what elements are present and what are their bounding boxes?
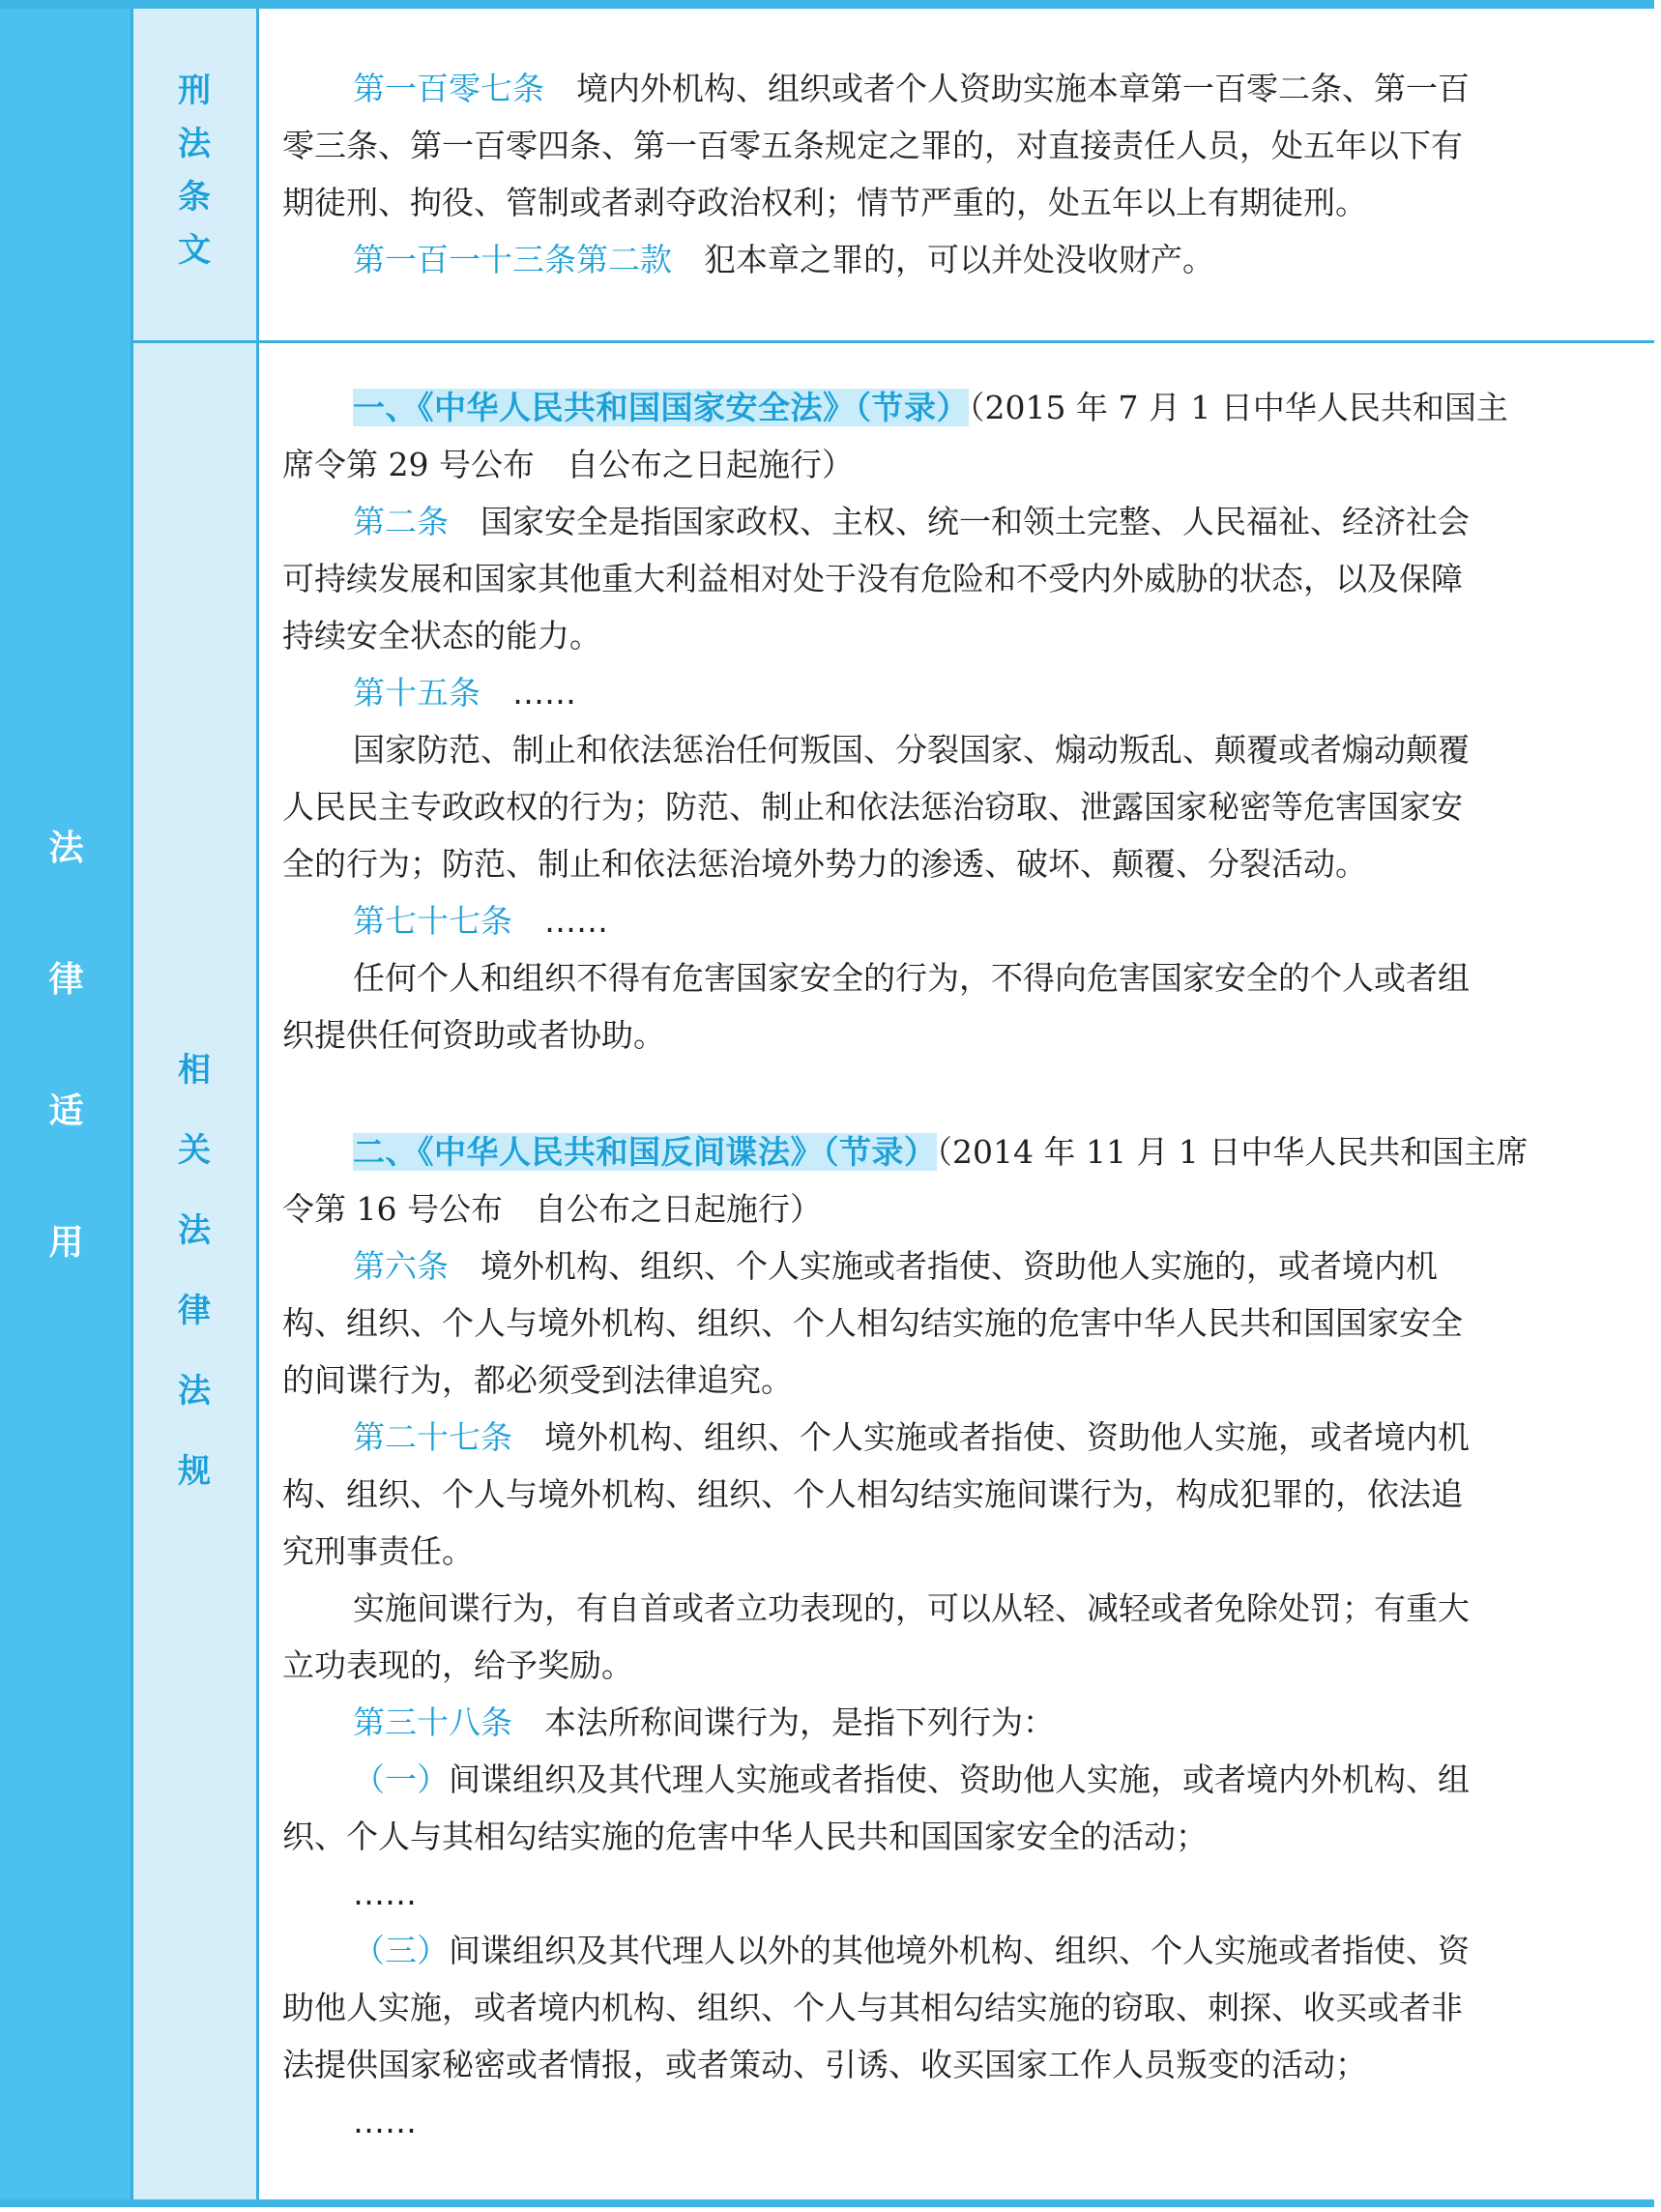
law-heading [282,379,1636,436]
article-107-line: 零三条、第一百零四条、第一百零五条规定之罪的，对直接责任人员，处五年以下有 [282,127,1463,164]
category-label-char: 用 [48,1223,84,1263]
article-title: 第七十七条 [353,902,512,940]
related-laws-label [132,1051,256,1532]
counter-espionage-content [282,1123,1636,2150]
section-label-char: 相 [178,1051,211,1090]
article-line: 立功表现的，给予奖励。 [282,1646,633,1684]
ellipsis: …… [544,902,608,940]
article-text: 犯本章之罪的，可以并处没收财产。 [704,241,1214,278]
criminal-law-articles [282,60,1636,288]
law-heading [282,1123,1636,1180]
law-meta: 席令第 29 号公布 自公布之日起施行） [282,446,854,483]
article-line: 的间谍行为，都必须受到法律追究。 [282,1361,793,1399]
article-line: 构、组织、个人与境外机构、组织、个人相勾结实施的危害中华人民共和国国家安全 [282,1304,1463,1342]
top-rule [0,0,1654,9]
section-label-char: 法 [178,1211,211,1250]
law-title-highlight: 一、《中华人民共和国国家安全法》（节录） [353,389,969,426]
list-item: 织、个人与其相勾结实施的危害中华人民共和国国家安全的活动； [282,1818,1208,1855]
section-label-char: 文 [178,231,211,270]
article-title: 第二条 [353,503,449,540]
article-text: 本法所称间谍行为，是指下列行为： [544,1703,1055,1741]
related-laws-content [282,379,1636,1063]
article-107-line [282,60,1636,117]
article-line [282,1409,1636,1466]
article-title: 第十五条 [353,674,481,712]
list-item: 助他人实施，或者境内机构、组织、个人与其相勾结实施的窃取、刺探、收买或者非 [282,1989,1463,2026]
item-text: 间谍组织及其代理人实施或者指使、资助他人实施，或者境内外机构、组 [449,1761,1470,1798]
section-label-char: 条 [178,178,211,217]
section-divider [132,340,1654,343]
category-label [0,831,132,1357]
article-line: 持续安全状态的能力。 [282,617,601,655]
section-label-char: 刑 [178,72,211,110]
item-text: 间谍组织及其代理人以外的其他境外机构、组织、个人实施或者指使、资 [449,1932,1470,1969]
ellipsis: …… [353,2103,417,2140]
list-item: 法提供国家秘密或者情报，或者策动、引诱、收买国家工作人员叛变的活动； [282,2046,1367,2083]
column-divider-inner [256,9,259,2199]
article-text: 境内外机构、组织或者个人资助实施本章第一百零二条、第一百 [576,70,1470,107]
list-item [282,1922,1636,1979]
law-meta: （2014 年 11 月 1 日中华人民共和国主席 [936,1133,1529,1171]
article-line: 全的行为；防范、制止和依法惩治境外势力的渗透、破坏、颠覆、分裂活动。 [282,845,1367,883]
article-107-line: 期徒刑、拘役、管制或者剥夺政治权利；情节严重的，处五年以上有期徒刑。 [282,184,1367,221]
section-label-char: 法 [178,125,211,163]
list-item [282,1751,1636,1808]
article-line: 构、组织、个人与境外机构、组织、个人相勾结实施间谍行为，构成犯罪的，依法追 [282,1475,1463,1513]
article-line [282,1237,1636,1295]
article-text: 境外机构、组织、个人实施或者指使、资助他人实施，或者境内机 [544,1418,1470,1456]
article-title: 第一百零七条 [353,70,544,107]
article-line: 人民民主专政政权的行为；防范、制止和依法惩治窃取、泄露国家秘密等危害国家安 [282,788,1463,826]
article-line: 实施间谍行为，有自首或者立功表现的，可以从轻、减轻或者免除处罚；有重大 [353,1589,1470,1627]
section-label-char: 关 [178,1131,211,1170]
article-113-line [282,231,1636,288]
law-meta: （2015 年 7 月 1 日中华人民共和国主 [969,389,1508,426]
section-label-char: 律 [178,1292,211,1330]
category-label-char: 律 [48,960,84,1000]
section-label-char: 规 [178,1452,211,1491]
article-line [282,1694,1636,1751]
article-line: 究刑事责任。 [282,1532,474,1570]
article-line [282,664,1636,721]
article-title: 第三十八条 [353,1703,512,1741]
item-number: （三） [353,1932,449,1969]
article-line [282,493,1636,550]
bottom-rule [0,2199,1654,2207]
article-title: 第六条 [353,1247,449,1285]
category-label-char: 法 [48,829,84,868]
section-label-char: 法 [178,1372,211,1411]
law-meta: 令第 16 号公布 自公布之日起施行） [282,1190,822,1228]
article-line [282,892,1636,949]
article-line: 国家防范、制止和依法惩治任何叛国、分裂国家、煽动叛乱、颠覆或者煽动颠覆 [353,731,1470,769]
law-title-highlight: 二、《中华人民共和国反间谍法》（节录） [353,1133,937,1171]
category-label-char: 适 [48,1091,84,1131]
article-line: 织提供任何资助或者协助。 [282,1016,665,1054]
article-title: 第一百一十三条第二款 [353,241,672,278]
ellipsis: …… [512,674,576,712]
article-title: 第二十七条 [353,1418,512,1456]
criminal-law-label [132,72,256,284]
article-line: 可持续发展和国家其他重大利益相对处于没有危险和不受内外威胁的状态，以及保障 [282,560,1463,597]
ellipsis: …… [353,1875,417,1912]
article-text: 境外机构、组织、个人实施或者指使、资助他人实施的，或者境内机 [481,1247,1438,1285]
item-number: （一） [353,1761,449,1798]
article-text: 国家安全是指国家政权、主权、统一和领土完整、人民福祉、经济社会 [481,503,1470,540]
article-line: 任何个人和组织不得有危害国家安全的行为，不得向危害国家安全的个人或者组 [353,959,1470,997]
